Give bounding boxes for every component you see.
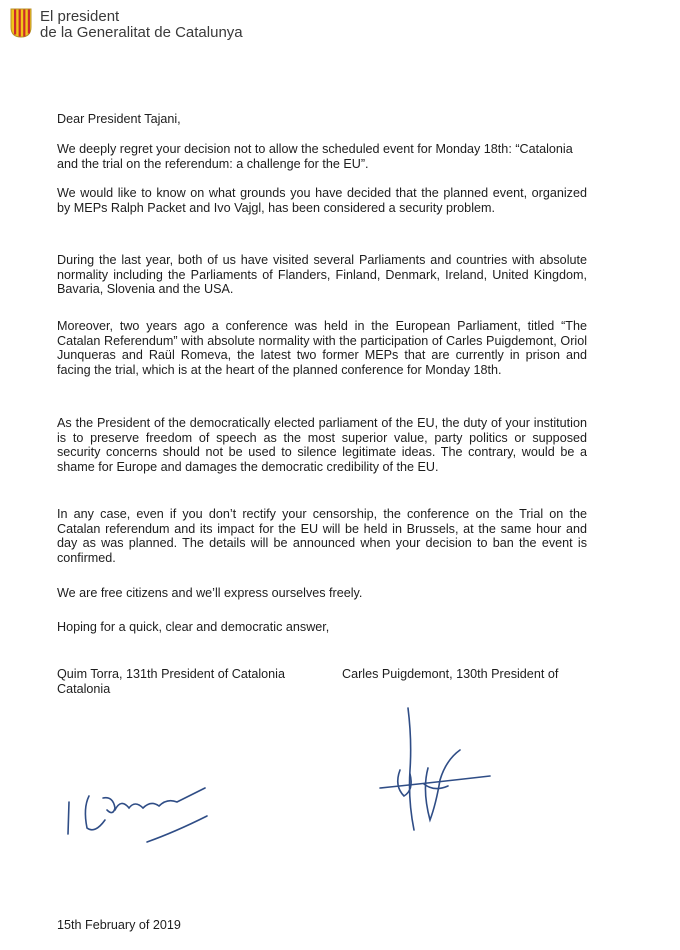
catalan-emblem-icon xyxy=(10,8,32,38)
paragraph-4: Moreover, two years ago a conference was held in the European Parliament, titled “The Catalan Referendum” with absolute normality with the participation of Carles Puigdemont, Oriol Junqueras and Raül Romeva, the latest two former MEPs that are currently in prison and facing the trial, which is at the heart of the planned conference for Monday 18th. xyxy=(57,319,587,377)
salutation: Dear President Tajani, xyxy=(57,112,181,126)
paragraph-1: We deeply regret your decision not to allow the scheduled event for Monday 18th: “Catalonia and the trial on the referendum: a challenge for the EU”. xyxy=(57,142,573,171)
paragraph-5: As the President of the democratically elected parliament of the EU, the duty of your institution is to preserve freedom of speech as the most superior value, party politics or supposed security concerns should not be used to silence legitimate ideas. The contrary, would be a shame for Europe and damages the democratic credibility of the EU. xyxy=(57,416,587,474)
organization-name xyxy=(40,9,243,41)
signatory-puigdemont: Carles Puigdemont, 130th President of xyxy=(342,667,559,681)
org-line-2: de la Generalitat de Catalunya xyxy=(40,24,243,41)
signature-puigdemont xyxy=(370,700,500,840)
signatory-torra: Quim Torra, 131th President of Catalonia Catalonia xyxy=(57,667,285,696)
paragraph-3: During the last year, both of us have visited several Parliaments and countries with absolute normality including the Parliaments of Flanders, Finland, Denmark, Ireland, United Kingdom, Bavaria, Slovenia and the USA. xyxy=(57,253,587,297)
closing-line: Hoping for a quick, clear and democratic answer, xyxy=(57,620,330,634)
paragraph-7: We are free citizens and we’ll express ourselves freely. xyxy=(57,586,363,600)
letter-date: 15th February of 2019 xyxy=(57,918,181,932)
paragraph-2: We would like to know on what grounds you have decided that the planned event, organized by MEPs Ralph Packet and Ivo Vajgl, has been considered a security problem. xyxy=(57,186,587,215)
paragraph-6: In any case, even if you don’t rectify your censorship, the conference on the Trial on the Catalan referendum and its impact for the EU will be held in Brussels, at the same hour and day as was planned. The details will be announced when your decision to ban the event is confirmed. xyxy=(57,507,587,565)
signature-torra xyxy=(55,760,225,850)
org-line-1: El president xyxy=(40,8,120,25)
